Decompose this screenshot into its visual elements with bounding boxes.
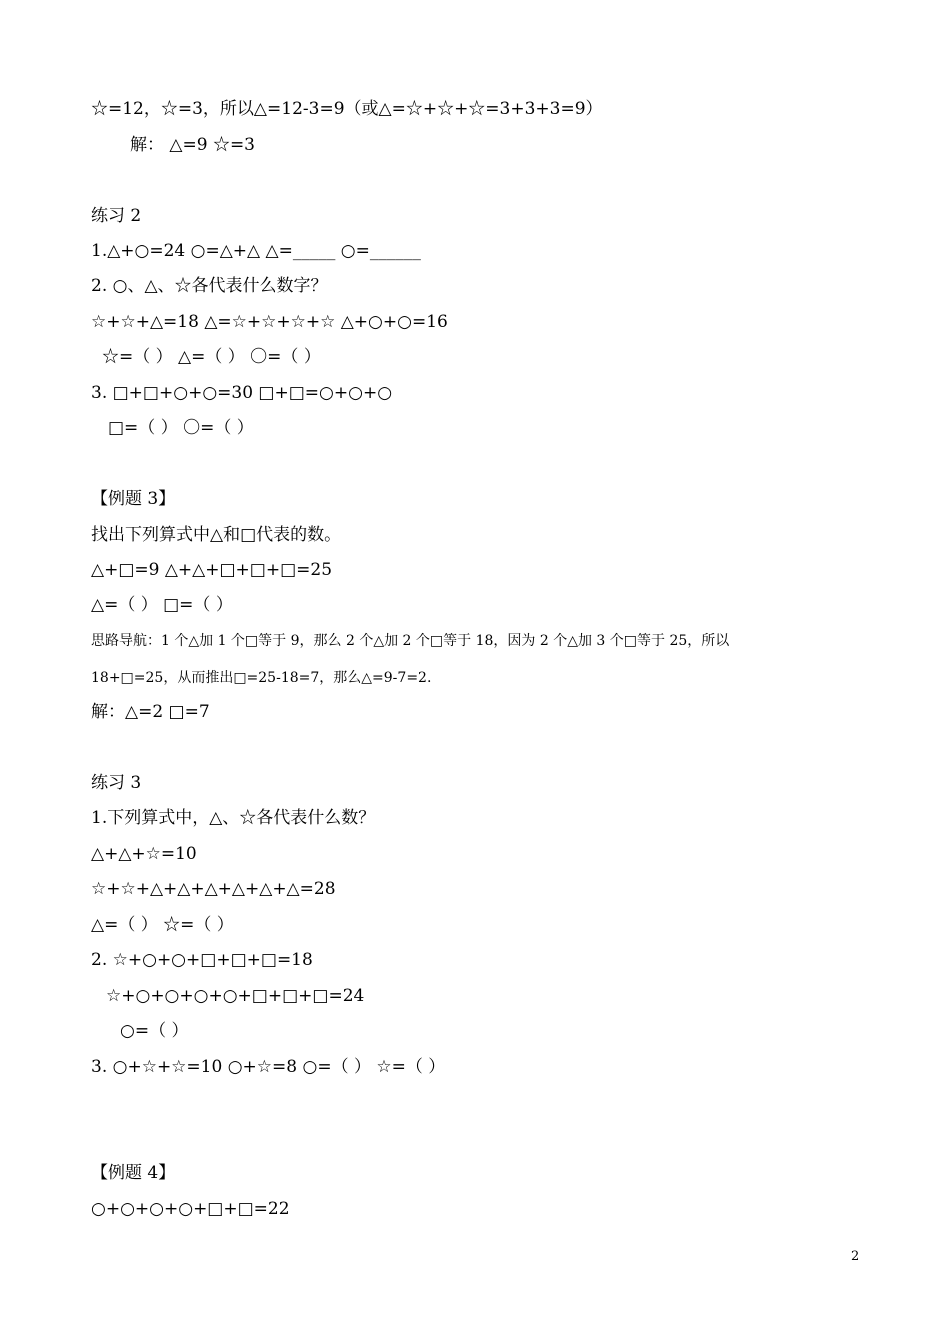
exercise-2-answer-blanks: ☆=（ ） △=（ ） 〇=（ ） [102, 347, 321, 367]
example-3-solution: 解：△=2 □=7 [91, 702, 210, 722]
example-3-equations: △+□=9 △+△+□+□+□=25 [91, 560, 333, 580]
exercise-3-question-2: 2. ☆+○+○+□+□+□=18 [91, 950, 313, 970]
example-3-prompt: 找出下列算式中△和□代表的数。 [91, 525, 342, 545]
exercise-3-equation-1: △+△+☆=10 [91, 844, 197, 864]
example-4-equation: ○+○+○+○+□+□=22 [91, 1199, 290, 1219]
exercise-3-equation-2: ☆+☆+△+△+△+△+△+△=28 [91, 879, 336, 899]
answer-derivation-line: ☆=12，☆=3，所以△=12-3=9（或△=☆+☆+☆=3+3+3=9） [91, 99, 603, 119]
answer-line: 解： △=9 ☆=3 [130, 135, 256, 155]
exercise-3-question-2-blank: ○=（ ） [120, 1021, 189, 1041]
exercise-3-question-3: 3. ○+☆+☆=10 ○+☆=8 ○=（ ） ☆=（ ） [91, 1057, 446, 1077]
example-3-hint-line-1: 思路导航：1 个△加 1 个□等于 9，那么 2 个△加 2 个□等于 18，因为 2 个△加 3 个□等于 25，所以 [91, 633, 730, 649]
exercise-2-question-3: 3. □+□+○+○=30 □+□=○+○+○ [91, 383, 393, 403]
section-heading-exercise-2: 练习 2 [91, 206, 142, 226]
exercise-3-answer-blanks: △=（ ） ☆=（ ） [91, 915, 234, 935]
section-heading-example-4: 【例题 4】 [91, 1163, 176, 1183]
exercise-2-question-2: 2. ○、△、☆各代表什么数字？ [91, 276, 328, 296]
example-3-hint-line-2: 18+□=25，从而推出□=25-18=7，那么△=9-7=2. [91, 670, 432, 686]
page-number: 2 [851, 1249, 860, 1264]
section-heading-exercise-3: 练习 3 [91, 773, 142, 793]
exercise-3-question-2-equation: ☆+○+○+○+○+□+□+□=24 [106, 986, 365, 1006]
section-heading-example-3: 【例题 3】 [91, 489, 176, 509]
exercise-2-equations: ☆+☆+△=18 △=☆+☆+☆+☆ △+○+○=16 [91, 312, 448, 332]
example-3-answer-blanks: △=（ ） □=（ ） [91, 595, 233, 615]
exercise-3-question-1: 1.下列算式中，△、☆各代表什么数？ [91, 808, 376, 828]
exercise-2-question-1: 1.△+○=24 ○=△+△ △=_____ ○=______ [91, 241, 421, 261]
exercise-2-answer-blanks-2: □=（ ） 〇=（ ） [108, 418, 254, 438]
